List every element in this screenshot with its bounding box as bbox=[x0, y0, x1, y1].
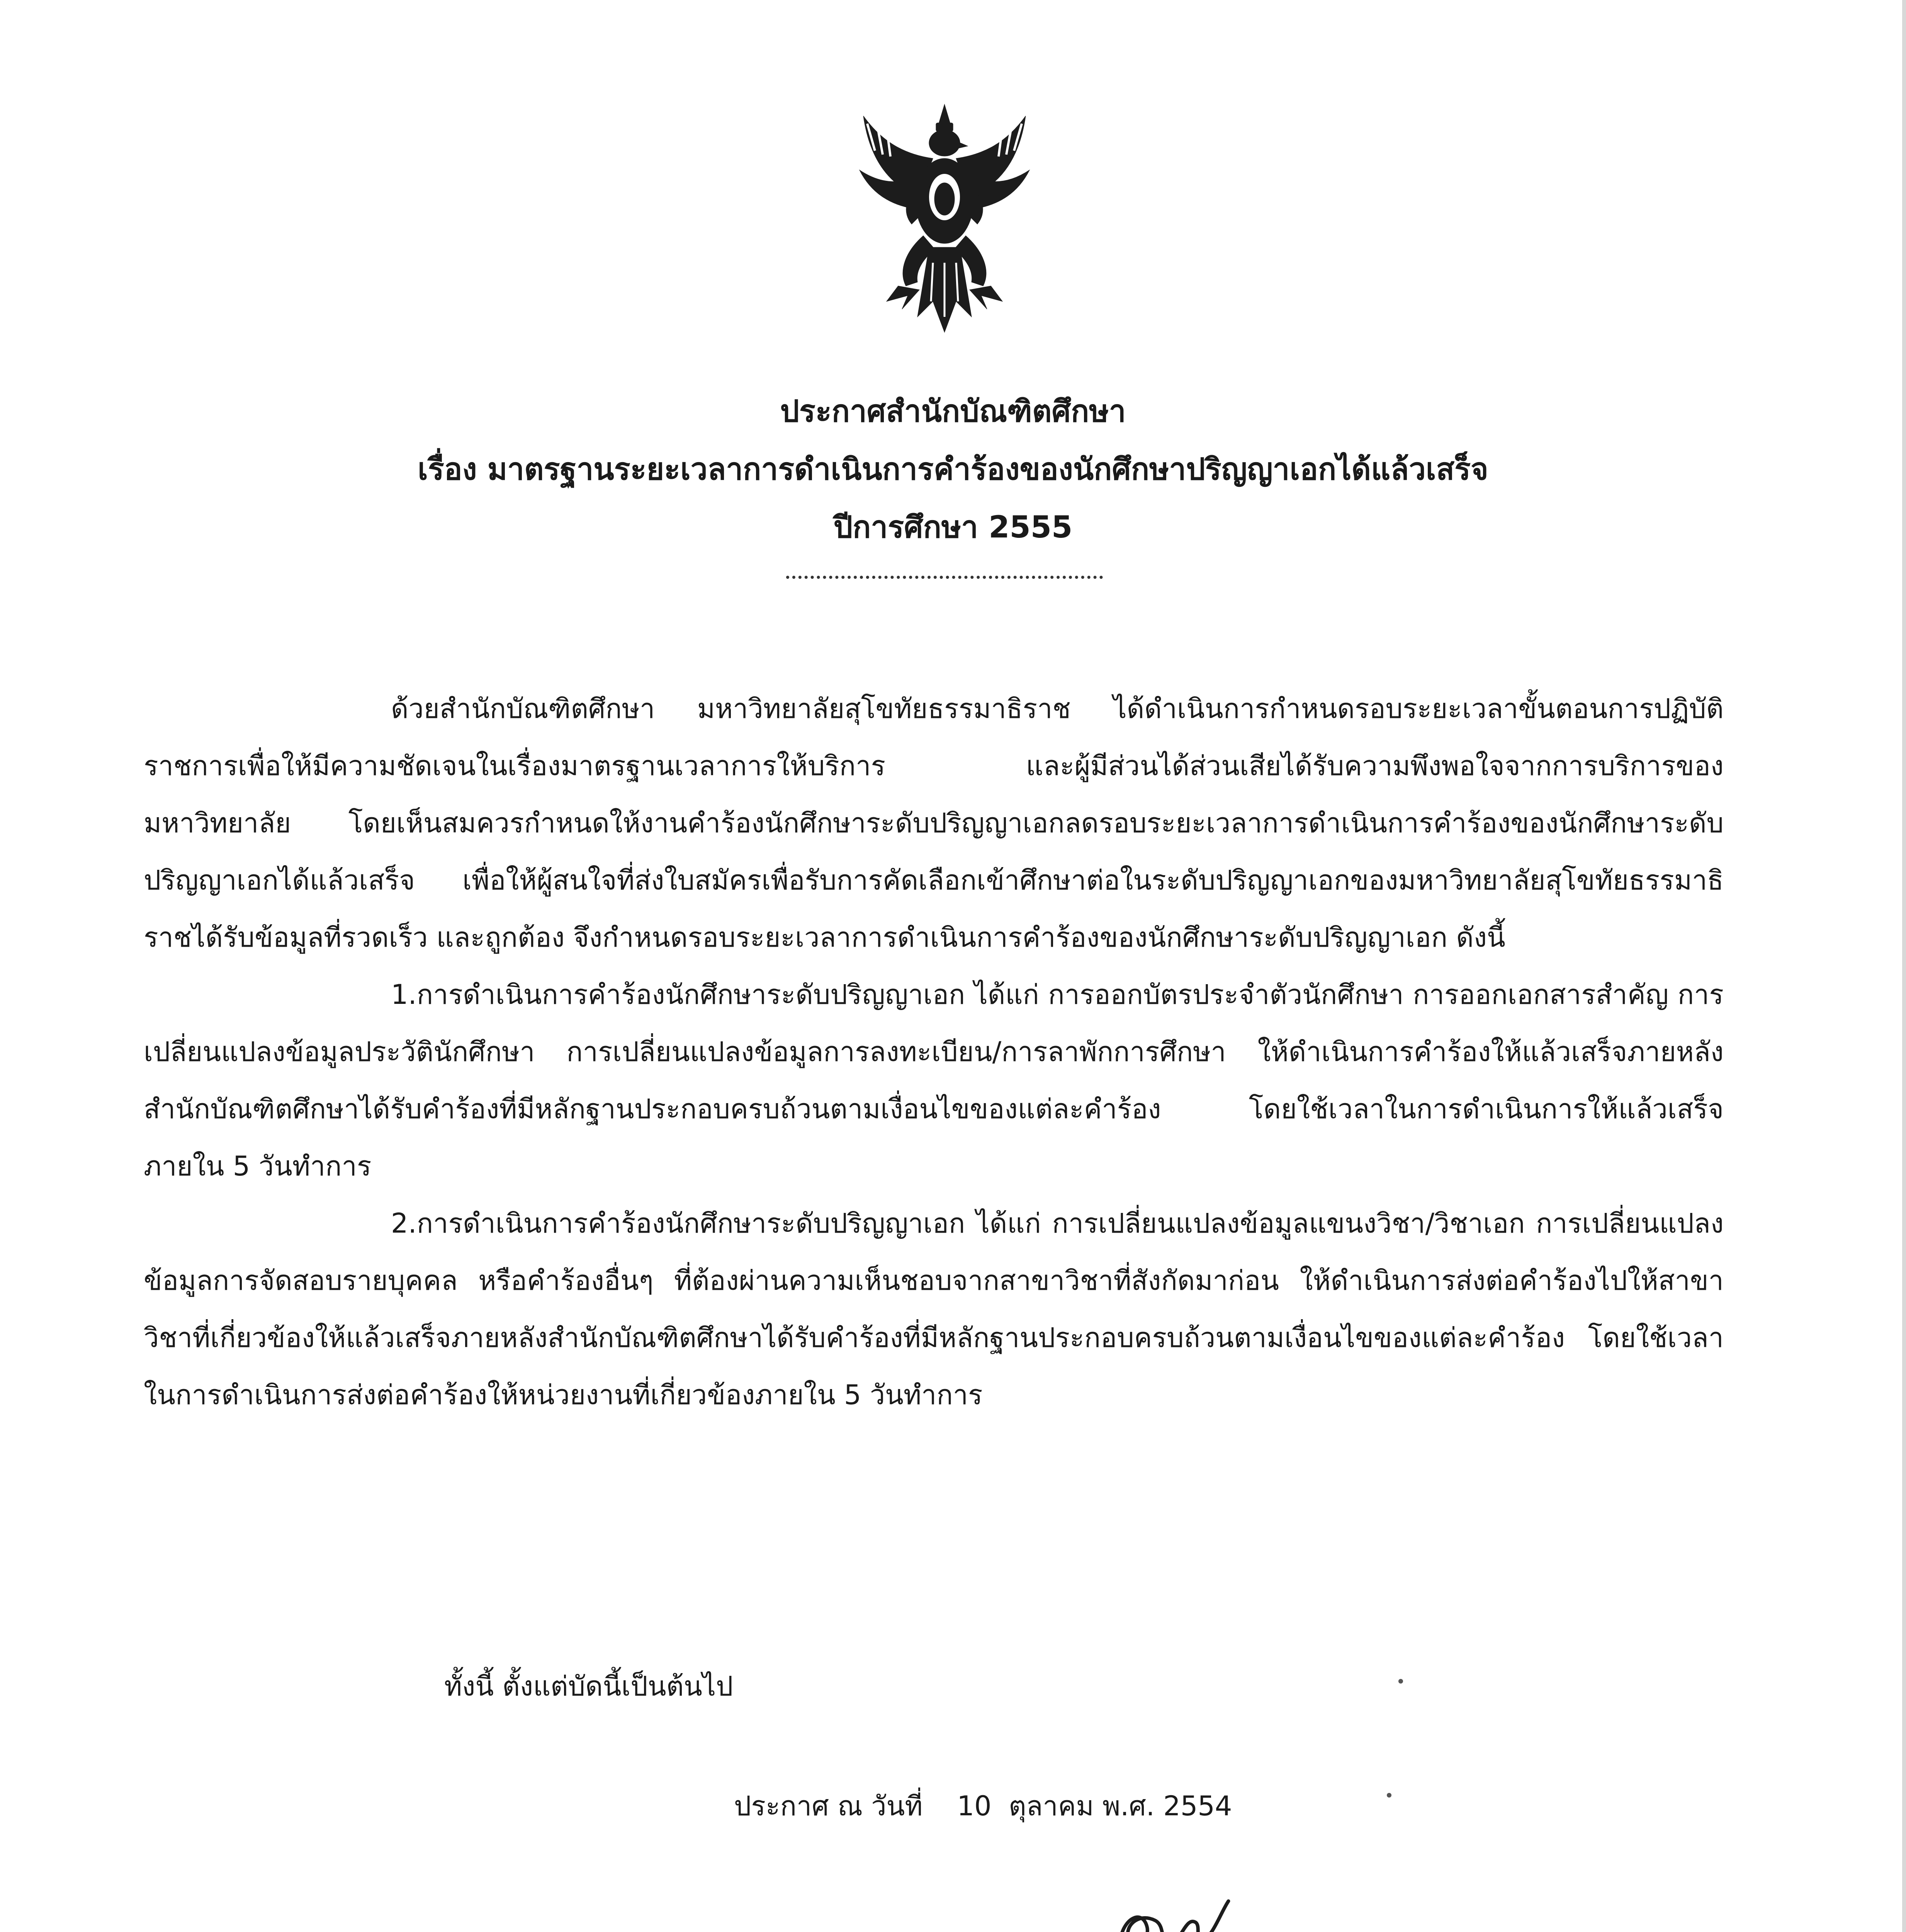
dotted-divider bbox=[786, 576, 1103, 579]
scan-edge-right bbox=[1902, 0, 1906, 1932]
announcement-date: ประกาศ ณ วันที่ 10 ตุลาคม พ.ศ. 2554 bbox=[734, 1790, 1232, 1822]
garuda-emblem-icon bbox=[840, 100, 1049, 340]
handwritten-signature-icon bbox=[1113, 1886, 1236, 1932]
intro-paragraph: ด้วยสำนักบัณฑิตศึกษา มหาวิทยาลัยสุโขทัยธรรมาธิราช ได้ดำเนินการกำหนดรอบระยะเวลาขั้นตอนการปฏิบัติราชการเพื่อให้มีความชัดเจนในเรื่องมาตรฐานเวลาการให้บริการ และผู้มีส่วนได้ส่วนเสียได้รับความพึงพอใจจากการบริการของมหาวิทยาลัย โดยเห็นสมควรกำหนดให้งานคำร้องนักศึกษาระดับปริญญาเอกลดรอบระยะเวลาการดำเนินการคำร้องของนักศึกษาระดับปริญญาเอกได้แล้วเสร็จ เพื่อให้ผู้สนใจที่ส่งใบสมัครเพื่อรับการคัดเลือกเข้าศึกษาต่อในระดับปริญญาเอกของมหาวิทยาลัยสุโขทัยธรรมาธิราชได้รับข้อมูลที่รวดเร็ว และถูกต้อง จึงกำหนดรอบระยะเวลาการดำเนินการคำร้องของนักศึกษาระดับปริญญาเอก ดังนี้ bbox=[144, 693, 1724, 953]
item-2-paragraph: 2.การดำเนินการคำร้องนักศึกษาระดับปริญญาเอก ได้แก่ การเปลี่ยนแปลงข้อมูลแขนงวิชา/วิชาเอก การเปลี่ยนแปลงข้อมูลการจัดสอบรายบุคคล หรือคำร้องอื่นๆ ที่ต้องผ่านความเห็นชอบจากสาขาวิชาที่สังกัดมาก่อน ให้ดำเนินการส่งต่อคำร้องไปให้สาขาวิชาที่เกี่ยวข้องให้แล้วเสร็จภายหลังสำนักบัณฑิตศึกษาได้รับคำร้องที่มีหลักฐานประกอบครบถ้วนตามเงื่อนไขของแต่ละคำร้อง โดยใช้เวลาในการดำเนินการส่งต่อคำร้องให้หน่วยงานที่เกี่ยวข้องภายใน 5 วันทำการ bbox=[144, 1208, 1724, 1411]
announcement-subject: เรื่อง มาตรฐานระยะเวลาการดำเนินการคำร้องของนักศึกษาปริญญาเอกได้แล้วเสร็จ bbox=[418, 452, 1488, 487]
scan-speck bbox=[1387, 1793, 1391, 1798]
announcement-title: ประกาศสำนักบัณฑิตศึกษา bbox=[780, 394, 1126, 429]
effective-statement: ทั้งนี้ ตั้งแต่บัดนี้เป็นต้นไป bbox=[444, 1670, 733, 1702]
academic-year: ปีการศึกษา 2555 bbox=[833, 510, 1073, 545]
scan-speck bbox=[1398, 1679, 1403, 1684]
announcement-body bbox=[144, 680, 1724, 1423]
item-1-paragraph: 1.การดำเนินการคำร้องนักศึกษาระดับปริญญาเอก ได้แก่ การออกบัตรประจำตัวนักศึกษา การออกเอกสารสำคัญ การเปลี่ยนแปลงข้อมูลประวัตินักศึกษา การเปลี่ยนแปลงข้อมูลการลงทะเบียน/การลาพักการศึกษา ให้ดำเนินการคำร้องให้แล้วเสร็จภายหลังสำนักบัณฑิตศึกษาได้รับคำร้องที่มีหลักฐานประกอบครบถ้วนตามเงื่อนไขของแต่ละคำร้อง โดยใช้เวลาในการดำเนินการให้แล้วเสร็จภายใน 5 วันทำการ bbox=[144, 979, 1724, 1182]
